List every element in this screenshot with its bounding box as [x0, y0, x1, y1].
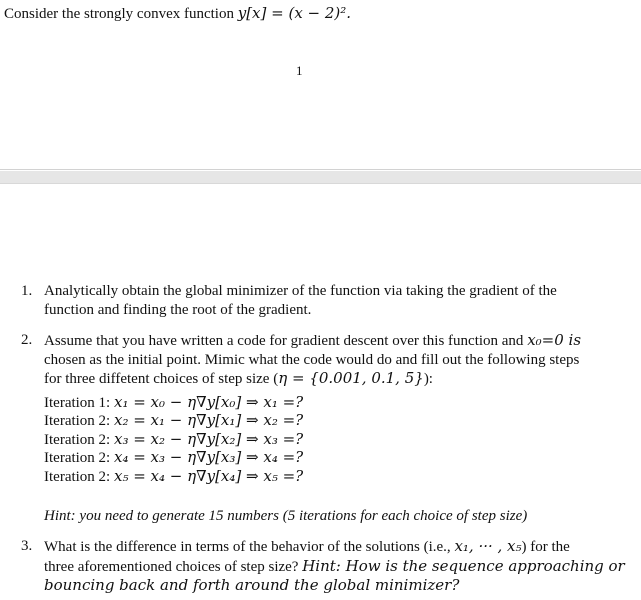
question-1-line-1: Analytically obtain the global minimizer of the function via taking the gradient of the — [44, 283, 557, 299]
question-1-number: 1. — [21, 283, 33, 299]
question-2-line-2: chosen as the initial point. Mimic what the code would do and fill out the following steps — [44, 351, 580, 368]
iteration-row — [44, 411, 303, 430]
initial-point-formula: x₀=0 is — [527, 331, 582, 349]
question-2-number: 2. — [21, 332, 33, 348]
iteration-formula: x₅ = x₄ − η∇y[x₄] ⇒ x₅ =? — [113, 467, 304, 485]
question-3-number: 3. — [21, 538, 33, 554]
question-3-line-1-end: ) for the — [521, 539, 570, 555]
iteration-formula: x₃ = x₂ − η∇y[x₂] ⇒ x₃ =? — [113, 430, 304, 448]
question-3-hint: Hint: How is the sequence approaching or — [302, 556, 625, 575]
question-2-line-1: Assume that you have written a code for gradient descent over this function and — [44, 333, 528, 349]
iteration-row — [44, 467, 303, 486]
question-1 — [44, 282, 557, 319]
question-3-line-3: bouncing back and forth around the global minimizer? — [44, 576, 460, 594]
question-3-line-2: three aforementioned choices of step size? — [44, 558, 303, 575]
iteration-formula: x₄ = x₃ − η∇y[x₃] ⇒ x₄ =? — [113, 448, 304, 466]
iteration-label: Iteration 2: — [44, 413, 111, 429]
page-separator-bottom — [0, 183, 641, 184]
page-separator-top — [0, 169, 641, 170]
iteration-label: Iteration 1: — [44, 395, 111, 411]
solutions-sequence-formula: x₁, ··· , x₅ — [454, 537, 522, 555]
question-2 — [44, 331, 581, 389]
page-number: 1 — [296, 63, 303, 78]
iteration-row — [44, 448, 303, 467]
iteration-label: Iteration 2: — [44, 432, 111, 448]
iteration-row — [44, 430, 303, 449]
iteration-label: Iteration 2: — [44, 469, 111, 485]
question-3-line-1: What is the difference in terms of the behavior of the solutions (i.e., — [44, 539, 455, 555]
iteration-row — [44, 393, 303, 412]
question-3 — [44, 537, 625, 596]
problem-intro — [4, 4, 351, 23]
iteration-formula: x₁ = x₀ − η∇y[x₀] ⇒ x₁ =? — [113, 393, 304, 411]
question-2-line-3: for three diffetent choices of step size ( — [44, 371, 279, 387]
hint-text: Hint: you need to generate 15 numbers (5 iterations for each choice of step size) — [44, 508, 528, 524]
question-1-line-2: function and finding the root of the gradient. — [44, 301, 312, 318]
iteration-formula: x₂ = x₁ − η∇y[x₁] ⇒ x₂ =? — [113, 411, 304, 429]
intro-formula: y[x] = (x − 2)². — [237, 4, 352, 22]
step-size-set-formula: η = {0.001, 0.1, 5} — [278, 369, 424, 387]
question-2-line-3-end: ): — [423, 371, 433, 387]
page-separator — [0, 171, 641, 183]
iteration-label: Iteration 2: — [44, 450, 111, 466]
intro-text: Consider the strongly convex function — [4, 6, 238, 22]
